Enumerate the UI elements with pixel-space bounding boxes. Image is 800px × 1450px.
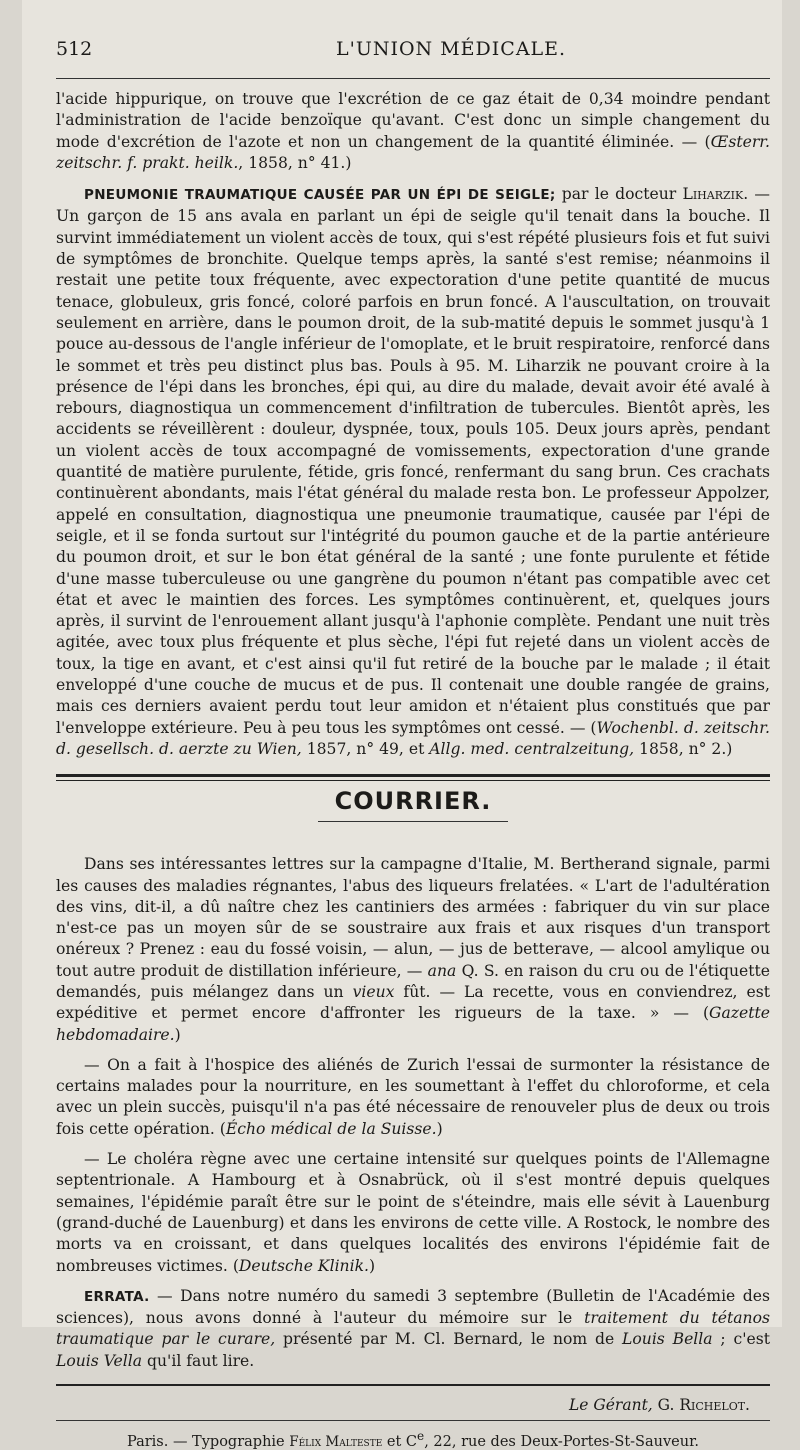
article-pneumonie: PNEUMONIE TRAUMATIQUE CAUSÉE PAR UN ÉPI DE SEIGLE; par le docteur Liharzik. — Un garçon de 15 ans avala en parlant un épi de seigle qu'il tenait dans la bouche. Il survint immédiatement un violent accès de toux, qui s'est répété plusieurs fois et fut suivi de symptômes de bronchite. Quelque temps après, la santé s'est remise; néanmoins il restait une petite toux fréquente, avec expectoration d'une petite quantité de mucus tenace, globuleux, gris foncé, coloré parfois en brun foncé. A l'auscultation, on trouvait seulement en arrière, dans le poumon droit, de la sub-matité depuis le sommet jusqu'à 1 pouce au-dessous de l'angle inférieur de l'omoplate, et le bruit respiratoire, renforcé dans le sommet et très peu distinct plus bas. Pouls à 95. M. Liharzik ne pouvant croire à la présence de l'épi dans les bronches, épi qui, au dire du malade, devait avoir été avalé à rebours, diagnostiqua un commencement d'infiltration de tubercules. Bientôt après, les accidents se réveillèrent : douleur, dyspnée, toux, pouls 105. Deux jours après, pendant un violent accès de toux accompagné de vomissements, expectoration d'une grande quantité de matière purulente, fétide, gris foncé, renfermant du sang brun. Ces crachats continuèrent abondants, mais l'état général du malade resta bon. Le professeur Appolzer, appelé en consultation, diagnostiqua une pneumonie traumatique, causée par l'épi de seigle, et il se fonda surtout sur l'intégrité du poumon gauche et de la partie antérieure du poumon droit, et sur le bon état général de la santé ; une fonte purulente et fétide d'une masse tuberculeuse ou une gangrène du poumon n'étant pas compatible avec cet état et avec le maintien des forces. Les symptômes continuèrent, et, quelques jours après, il survint de l'enrouement allant jusqu'à l'aphonie complète. Pendant une nuit très agitée, avec toux plus fréquente et plus sèche, l'épi fut rejeté dans un violent accès de toux, la tige en avant, et c'est ainsi qu'il fut retiré de la bouche par le malade ; il était enveloppé d'une couche de mucus et de pus. Il contenait une double rangée de grains, mais ces derniers avaient perdu tout leur amidon et n'étaient plus constitués que par l'enveloppe extérieure. Peu à peu tous les symptômes ont cessé. — (Wochenbl. d. zeitschr. d. gesellsch. d. aerzte zu Wien, 1857, n° 49, et Allg. med. centralzeitung, 1858, n° 2.) [56, 185, 771, 758]
newspaper-page [22, 0, 782, 1450]
author-name: Liharzik [682, 185, 744, 204]
errata-paragraph: ERRATA. — Dans notre numéro du samedi 3 septembre (Bulletin de l'Académie des sciences), nous avons donné à l'auteur du mémoire sur le traitement du tétanos traumatique par le curare, présenté par M. Cl. Bernard, le nom de Louis Bella ; c'est Louis Vella qu'il faut lire. [56, 1286, 770, 1370]
gerant-signature: Le Gérant, G. Richelot. [568, 1396, 750, 1415]
citation-source: Gazette hebdomadaire. [56, 1004, 770, 1044]
article-title: PNEUMONIE TRAUMATIQUE CAUSÉE PAR UN ÉPI DE SEIGLE; [84, 187, 556, 204]
courrier-paragraph-2: — On a fait à l'hospice des aliénés de Zurich l'essai de surmonter la résistance de certains malades pour la nourriture, en les soumettant à l'effet du chloroforme, et cela avec un plein succès, puisqu'il n'a pas été nécessaire de renouveler plus de deux ou trois fois cette opération. (Écho médical de la Suisse.) [56, 1055, 770, 1138]
title-underline [318, 821, 508, 822]
section-title: COURRIER. [334, 787, 492, 816]
citation-source: Écho médical de la Suisse. [225, 1119, 437, 1138]
citation-source: Œsterr. zeitschr. f. prakt. heilk. [56, 132, 770, 172]
printer-imprint: Paris. — Typographie Félix Malteste et Ce, 22, rue des Deux-Portes-St-Sauveur. [126, 1429, 700, 1450]
article-continuation: l'acide hippurique, on trouve que l'excrétion de ce gaz était de 0,34 moindre pendant l'administration de l'acide benzoïque qu'avant. C'est donc un simple changement du mode d'excrétion de l'azote et non un changement de la quantité éliminée. — (Œsterr. zeitschr. f. prakt. heilk., 1858, n° 41.) [56, 90, 770, 172]
citation-source: Wochenbl. d. zeitschr. d. gesellsch. d. aerzte zu Wien, [56, 718, 771, 758]
footer-divider [56, 1384, 770, 1386]
citation-source: Deutsche Klinik. [238, 1256, 369, 1275]
section-divider [56, 774, 770, 781]
page-number: 512 [56, 38, 93, 60]
imprint-divider [56, 1420, 770, 1421]
errata-label: ERRATA. [84, 1288, 150, 1305]
page-header [56, 38, 770, 79]
citation-source: Allg. med. centralzeitung, [429, 739, 635, 758]
running-title: L'UNION MÉDICALE. [336, 38, 567, 60]
courrier-paragraph-3: — Le choléra règne avec une certaine intensité sur quelques points de l'Allemagne septentrionale. A Hambourg et à Osnabrück, où il s'est montré depuis quelques semaines, l'épidémie paraît être sur le point de s'éteindre, mais elle sévit à Lauenburg (grand-duché de Lauenburg) et dans les environs de cette ville. A Rostock, le nombre des morts va en croissant, et dans quelques localités des environs l'épidémie fait de nombreuses victimes. (Deutsche Klinik.) [56, 1150, 770, 1275]
courrier-paragraph-1: Dans ses intéressantes lettres sur la campagne d'Italie, M. Bertherand signale, parmi les causes des maladies régnantes, l'abus des liqueurs frelatées. « L'art de l'adultération des vins, dit-il, a dû naître chez les cantiniers des armées : fabriquer du vin sur place n'est-ce pas un moyen sûr de se soustraire aux frais et aux risques d'un transport onéreux ? Prenez : eau du fossé voisin, — alun, — jus de betterave, — alcool amylique ou tout autre produit de distillation inférieure, — ana Q. S. en raison du cru ou de l'étiquette demandés, puis mélangez dans un vieux fût. — La recette, vous en conviendrez, est expéditive et permet encore d'affronter les rigueurs de la taxe. » — (Gazette hebdomadaire.) [56, 855, 770, 1044]
